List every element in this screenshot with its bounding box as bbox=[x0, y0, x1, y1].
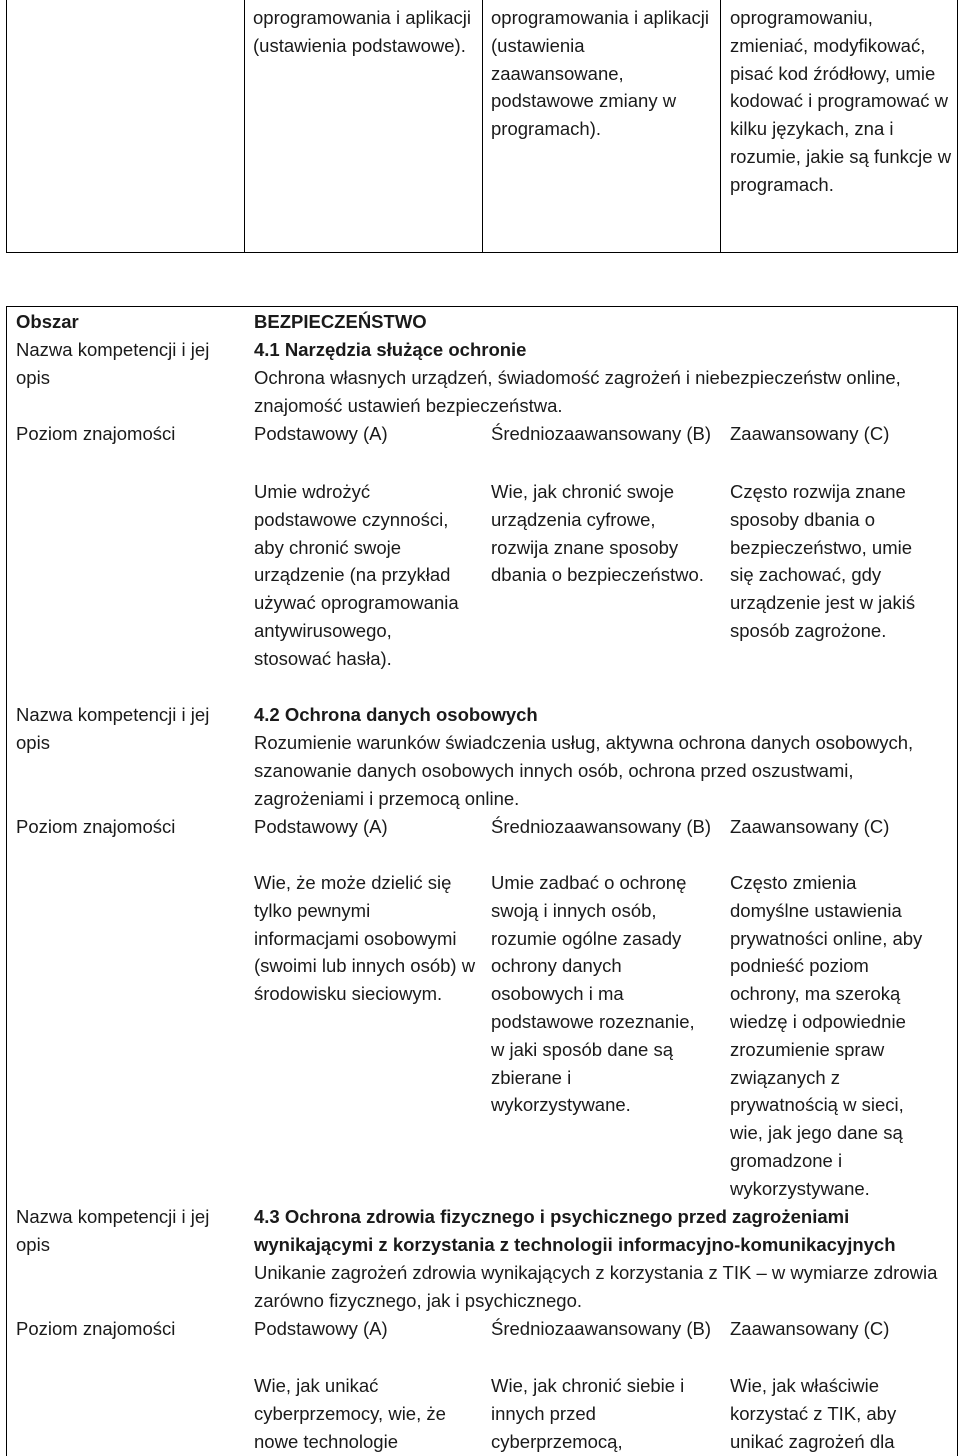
basic-description: Umie wdrożyć podstawowe czynności, aby chronić swoje urządzenie (na przykład używać oprogramowania antywirusowego, stosować hasła). bbox=[254, 481, 459, 669]
advanced-description: Często zmienia domyślne ustawienia prywatności online, aby podnieść poziom ochrony, ma szeroką wiedzę i odpowiednie zrozumienie spraw związanych z prywatnością w sieci, wie, jak jego dane są gromadzone i wykorzystywane. bbox=[730, 872, 923, 1199]
table-border bbox=[957, 306, 958, 1456]
table-border bbox=[6, 252, 958, 253]
competence-description: Rozumienie warunków świadczenia usług, aktywna ochrona danych osobowych, szanowanie danych osobowych innych osób, ochrona przed oszustwami, zagrożeniami i przemocą online. bbox=[254, 732, 914, 809]
level-basic-header: Podstawowy (A) bbox=[254, 423, 388, 444]
competence-description: Unikanie zagrożeń zdrowia wynikających z korzystania z TIK – w wymiarze zdrowia zarówno fizycznego, jak i psychicznego. bbox=[254, 1262, 938, 1311]
level-intermediate-header: Średniozaawansowany (B) bbox=[491, 816, 712, 837]
level-intermediate-header: Średniozaawansowany (B) bbox=[491, 423, 712, 444]
level-basic-header: Podstawowy (A) bbox=[254, 1318, 388, 1339]
level-label: Poziom znajomości bbox=[16, 1318, 176, 1339]
level-advanced-header: Zaawansowany (C) bbox=[730, 423, 890, 444]
competence-name-label: Nazwa kompetencji i jej opis bbox=[16, 1206, 210, 1255]
level-advanced-header: Zaawansowany (C) bbox=[730, 1318, 890, 1339]
competence-name-label: Nazwa kompetencji i jej opis bbox=[16, 704, 210, 753]
previous-basic-cell: oprogramowania i aplikacji (ustawienia podstawowe). bbox=[253, 7, 471, 56]
table-border bbox=[6, 306, 7, 1456]
level-intermediate-header: Średniozaawansowany (B) bbox=[491, 1318, 712, 1339]
competence-description: Ochrona własnych urządzeń, świadomość zagrożeń i niebezpieczeństw online, znajomość ustawień bezpieczeństwa. bbox=[254, 367, 901, 416]
intermediate-description: Wie, jak chronić siebie i innych przed cyberprzemocą, bbox=[491, 1375, 685, 1452]
advanced-description: Wie, jak właściwie korzystać z TIK, aby unikać zagrożeń dla bbox=[730, 1375, 897, 1452]
level-basic-header: Podstawowy (A) bbox=[254, 816, 388, 837]
intermediate-description: Wie, jak chronić swoje urządzenia cyfrowe, rozwija znane sposoby dbania o bezpieczeństwo. bbox=[491, 481, 704, 586]
advanced-description: Często rozwija znane sposoby dbania o bezpieczeństwo, umie się zachować, gdy urządzenie jest w jakiś sposób zagrożone. bbox=[730, 481, 916, 641]
previous-intermediate-cell: oprogramowania i aplikacji (ustawienia zaawansowane, podstawowe zmiany w programach). bbox=[491, 7, 709, 140]
table-border bbox=[6, 0, 7, 253]
competence-title: 4.2 Ochrona danych osobowych bbox=[254, 704, 538, 725]
level-label: Poziom znajomości bbox=[16, 816, 176, 837]
level-advanced-header: Zaawansowany (C) bbox=[730, 816, 890, 837]
area-label: Obszar bbox=[16, 311, 79, 332]
area-value: BEZPIECZEŃSTWO bbox=[254, 311, 427, 332]
level-label: Poziom znajomości bbox=[16, 423, 176, 444]
basic-description: Wie, że może dzielić się tylko pewnymi informacjami osobowymi (swoimi lub innych osób) w środowisku sieciowym. bbox=[254, 872, 476, 1005]
competence-title: 4.1 Narzędzia służące ochronie bbox=[254, 339, 527, 360]
table-border bbox=[720, 0, 721, 253]
table-border bbox=[957, 0, 958, 253]
table-border bbox=[244, 0, 245, 253]
competence-title: 4.3 Ochrona zdrowia fizycznego i psychicznego przed zagrożeniami wynikającymi z korzystania z technologii informacyjno-komunikacyjnych bbox=[254, 1206, 896, 1255]
table-border bbox=[6, 306, 958, 307]
table-border bbox=[482, 0, 483, 253]
previous-advanced-cell: oprogramowaniu, zmieniać, modyfikować, pisać kod źródłowy, umie kodować i programować w kilku językach, zna i rozumie, jakie są funkcje w programach. bbox=[730, 7, 952, 195]
basic-description: Wie, jak unikać cyberprzemocy, wie, że nowe technologie bbox=[254, 1375, 446, 1452]
competence-name-label: Nazwa kompetencji i jej opis bbox=[16, 339, 210, 388]
intermediate-description: Umie zadbać o ochronę swoją i innych osób, rozumie ogólne zasady ochrony danych osobowych i ma podstawowe rozeznanie, w jaki sposób dane są zbierane i wykorzystywane. bbox=[491, 872, 695, 1116]
